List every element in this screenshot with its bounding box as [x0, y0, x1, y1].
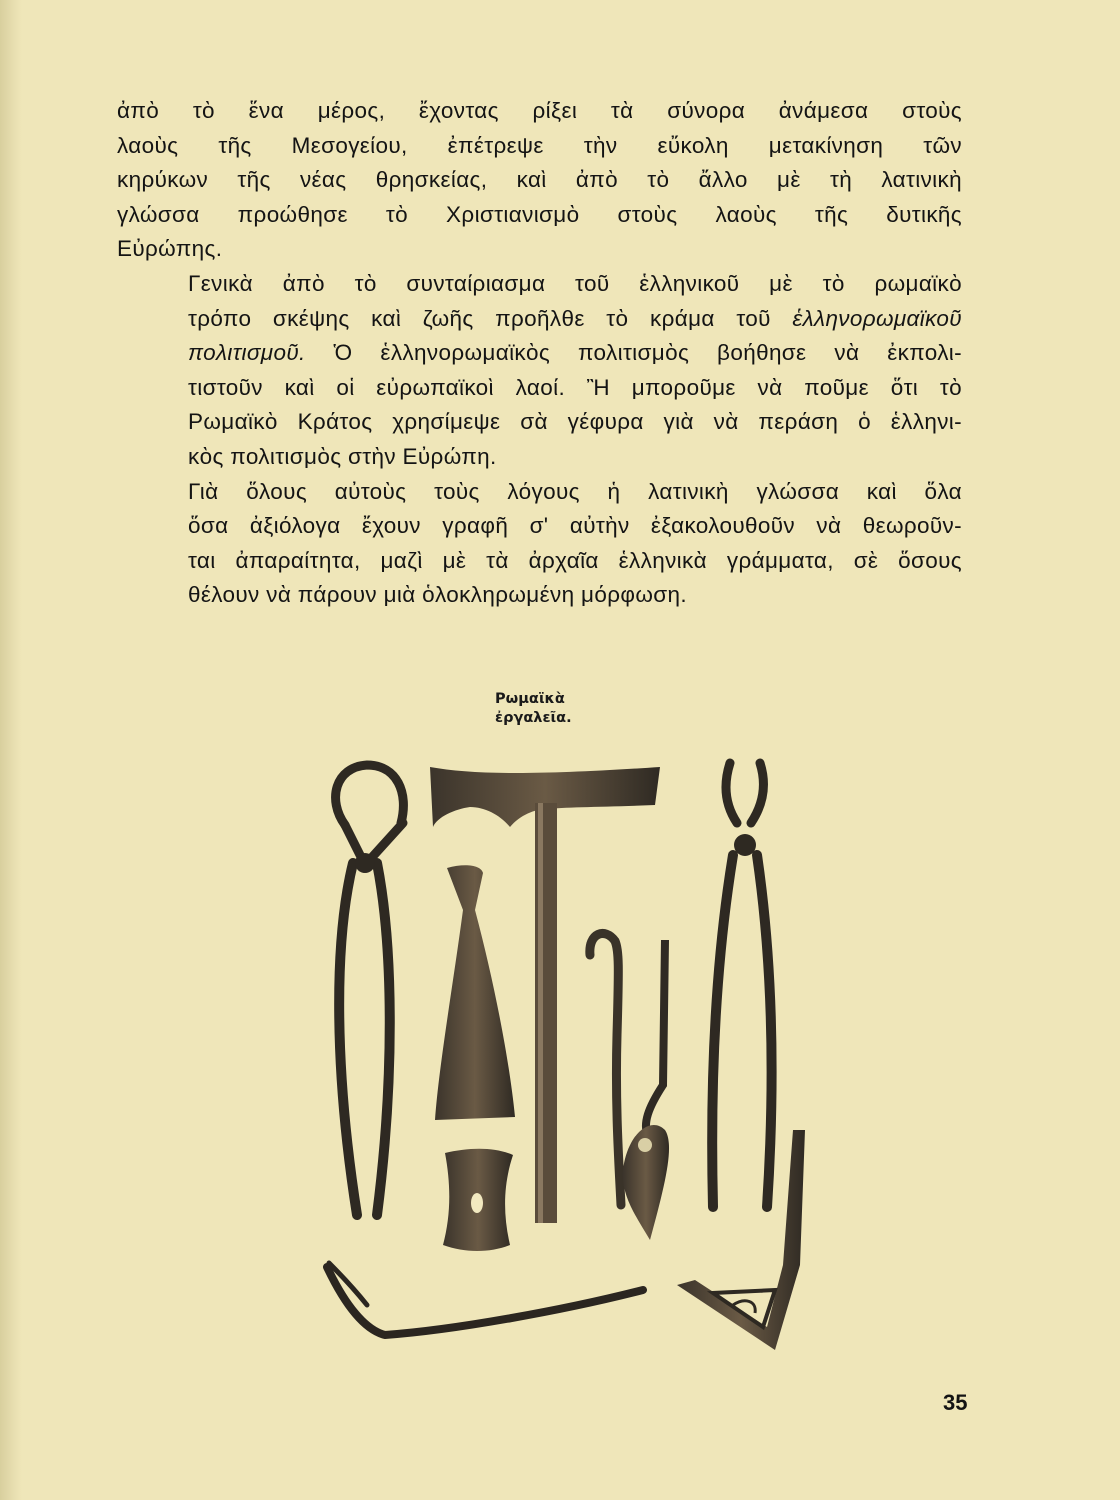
paragraph-2 — [117, 267, 962, 475]
body-text — [117, 94, 962, 613]
bent-bar-tool — [327, 1263, 643, 1335]
text-line: τιστοῦν καὶ οἱ εὐρωπαϊκοὶ λαοί. Ἢ μποροῦμε νὰ ποῦμε ὅτι τὸ — [188, 374, 962, 400]
roman-tools-photo — [305, 745, 835, 1370]
page-gutter-shadow — [0, 0, 22, 1500]
text-line: Ρωμαϊκὸ Κράτος χρησίμεψε σὰ γέφυρα γιὰ νὰ περάση ὁ ἑλληνι- — [188, 409, 962, 435]
pincers-tool — [336, 765, 404, 1215]
text-line: κηρύκων τῆς νέας θρησκείας, καὶ ἀπὸ τὸ ἄλλο μὲ τὴ λατινικὴ — [117, 167, 962, 193]
text-line: λαοὺς τῆς Μεσογείου, ἐπέτρεψε τὴν εὔκολη μετακίνηση τῶν — [117, 132, 962, 158]
text-line: κὸς πολιτισμὸς στὴν Εὐρώπη. — [188, 443, 497, 469]
text-line: θέλουν νὰ πάρουν μιὰ ὁλοκληρωμένη μόρφωση. — [188, 582, 687, 608]
text-line: γλώσσα προώθησε τὸ Χριστιανισμὸ στοὺς λαοὺς τῆς δυτικῆς — [117, 201, 962, 227]
text-run: τρόπο σκέψης καὶ ζωῆς προῆλθε τὸ κράμα τοῦ — [188, 305, 793, 331]
figure-caption — [495, 690, 572, 728]
text-line: ἀπὸ τὸ ἕνα μέρος, ἔχοντας ρίξει τὰ σύνορα ἀνάμεσα στοὺς — [117, 98, 962, 123]
text-line: ται ἀπαραίτητα, μαζὶ μὲ τὰ ἀρχαῖα ἑλληνικὰ γράμματα, σὲ ὅσους — [188, 547, 962, 573]
tongs-tool — [712, 763, 771, 1207]
text-line: Εὐρώπης. — [117, 236, 223, 262]
page-number: 35 — [943, 1390, 968, 1415]
hook-tool — [590, 933, 621, 1205]
chisel-tool — [435, 865, 515, 1120]
text-line: ὅσα ἀξιόλογα ἔχουν γραφῆ σ' αὐτὴν ἐξακολουθοῦν νὰ θεωροῦν- — [188, 513, 962, 539]
hammer-head-tool — [443, 1149, 513, 1251]
text-line — [117, 302, 962, 337]
text-run: Ὁ ἑλληνορωμαϊκὸς πολιτισμὸς βοήθησε νὰ ἐκπολι- — [305, 340, 962, 366]
italic-term: ἑλληνορωμαϊκοῦ — [792, 305, 962, 331]
text-line: Γενικὰ ἀπὸ τὸ συνταίριασμα τοῦ ἑλληνικοῦ μὲ τὸ ρωμαϊκὸ — [188, 270, 962, 296]
trowel-tool — [623, 940, 669, 1240]
caption-line: ἐργαλεῖα. — [495, 710, 572, 726]
paragraph-1 — [117, 94, 962, 267]
set-square-tool — [677, 1130, 805, 1350]
text-line — [117, 336, 962, 371]
paragraph-3 — [117, 475, 962, 613]
text-line: Γιὰ ὅλους αὐτοὺς τοὺς λόγους ἡ λατινικὴ γλώσσα καὶ ὅλα — [188, 478, 962, 504]
caption-line: Ρωμαϊκὰ — [495, 691, 565, 707]
italic-term: πολιτισμοῦ. — [188, 340, 306, 366]
